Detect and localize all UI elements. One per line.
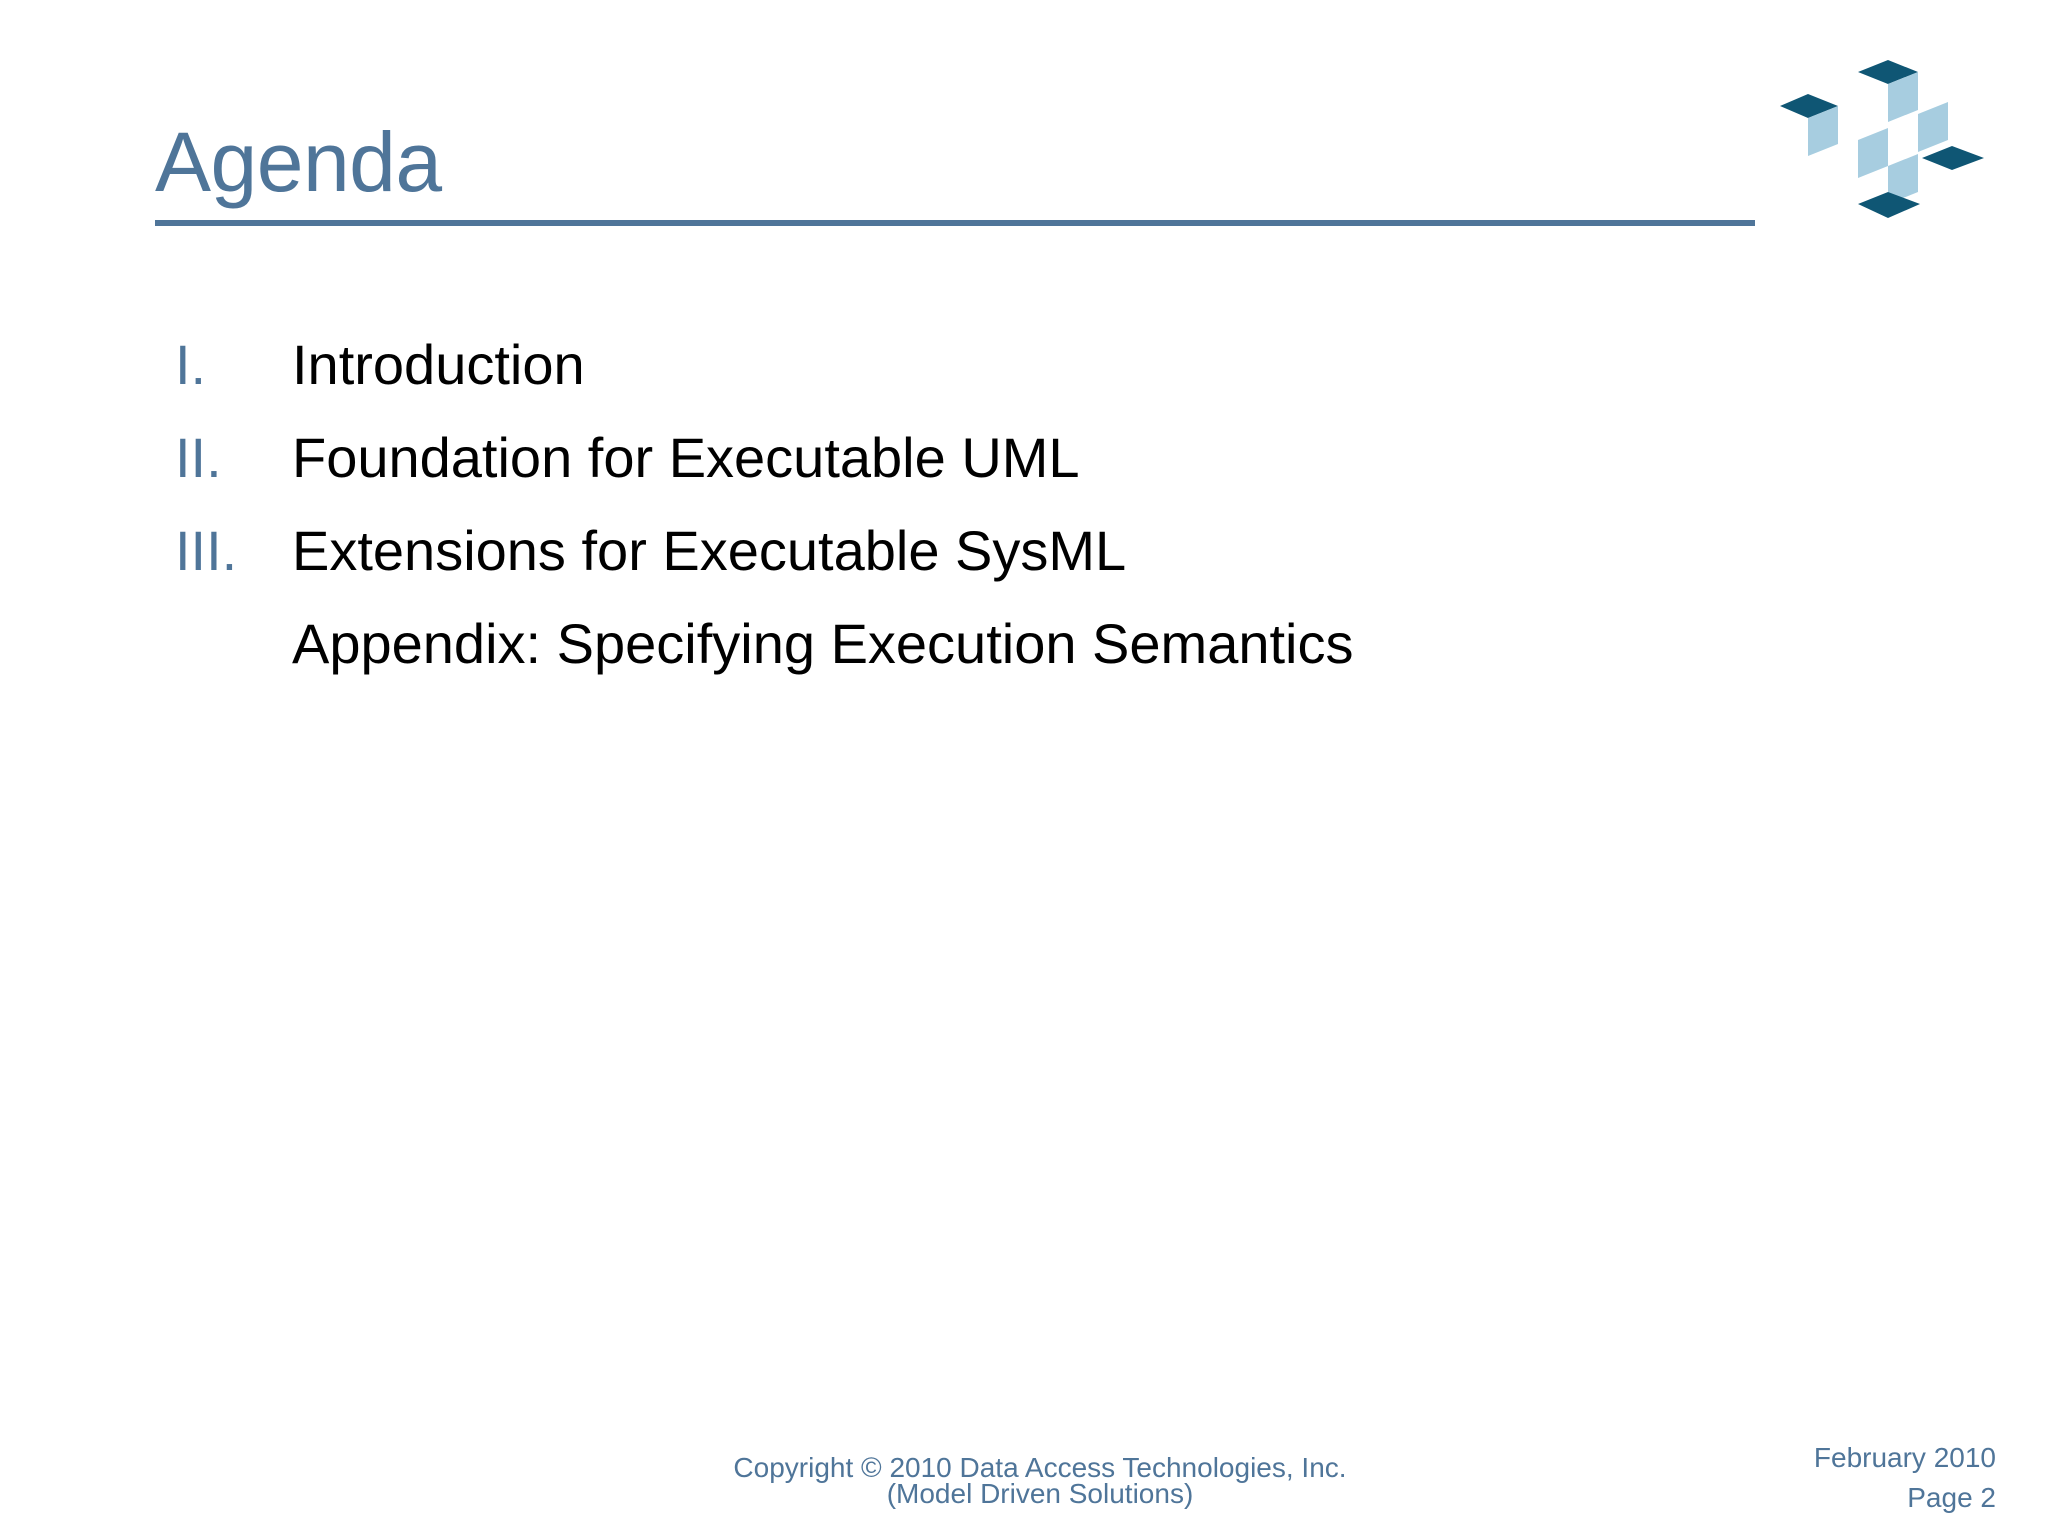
- title-underline: [155, 220, 1755, 226]
- agenda-item-text: Introduction: [292, 333, 585, 396]
- agenda-item-number: I.: [175, 333, 207, 396]
- agenda-item-text: Appendix: Specifying Execution Semantics: [292, 612, 1354, 675]
- agenda-item-number: II.: [175, 426, 222, 489]
- agenda-item: [175, 332, 1675, 425]
- agenda-item-text: Foundation for Executable UML: [292, 426, 1080, 489]
- copyright-subline: (Model Driven Solutions): [886, 1478, 1194, 1509]
- footer-copyright: [620, 1452, 1460, 1509]
- company-logo-icon: [1780, 52, 2010, 222]
- agenda-item-text: Extensions for Executable SysML: [292, 519, 1127, 582]
- footer-meta: [1814, 1438, 1996, 1518]
- copyright-line: Copyright © 2010 Data Access Technologies, Inc.: [733, 1452, 1347, 1483]
- agenda-item-number: III.: [175, 519, 238, 582]
- footer-date: February 2010: [1813, 1442, 1996, 1473]
- agenda-list: [175, 332, 1675, 704]
- slide-title: Agenda: [155, 115, 442, 209]
- agenda-item: [175, 611, 1675, 704]
- page-number: Page 2: [1907, 1482, 1996, 1513]
- agenda-item: [175, 425, 1675, 518]
- agenda-item: [175, 518, 1675, 611]
